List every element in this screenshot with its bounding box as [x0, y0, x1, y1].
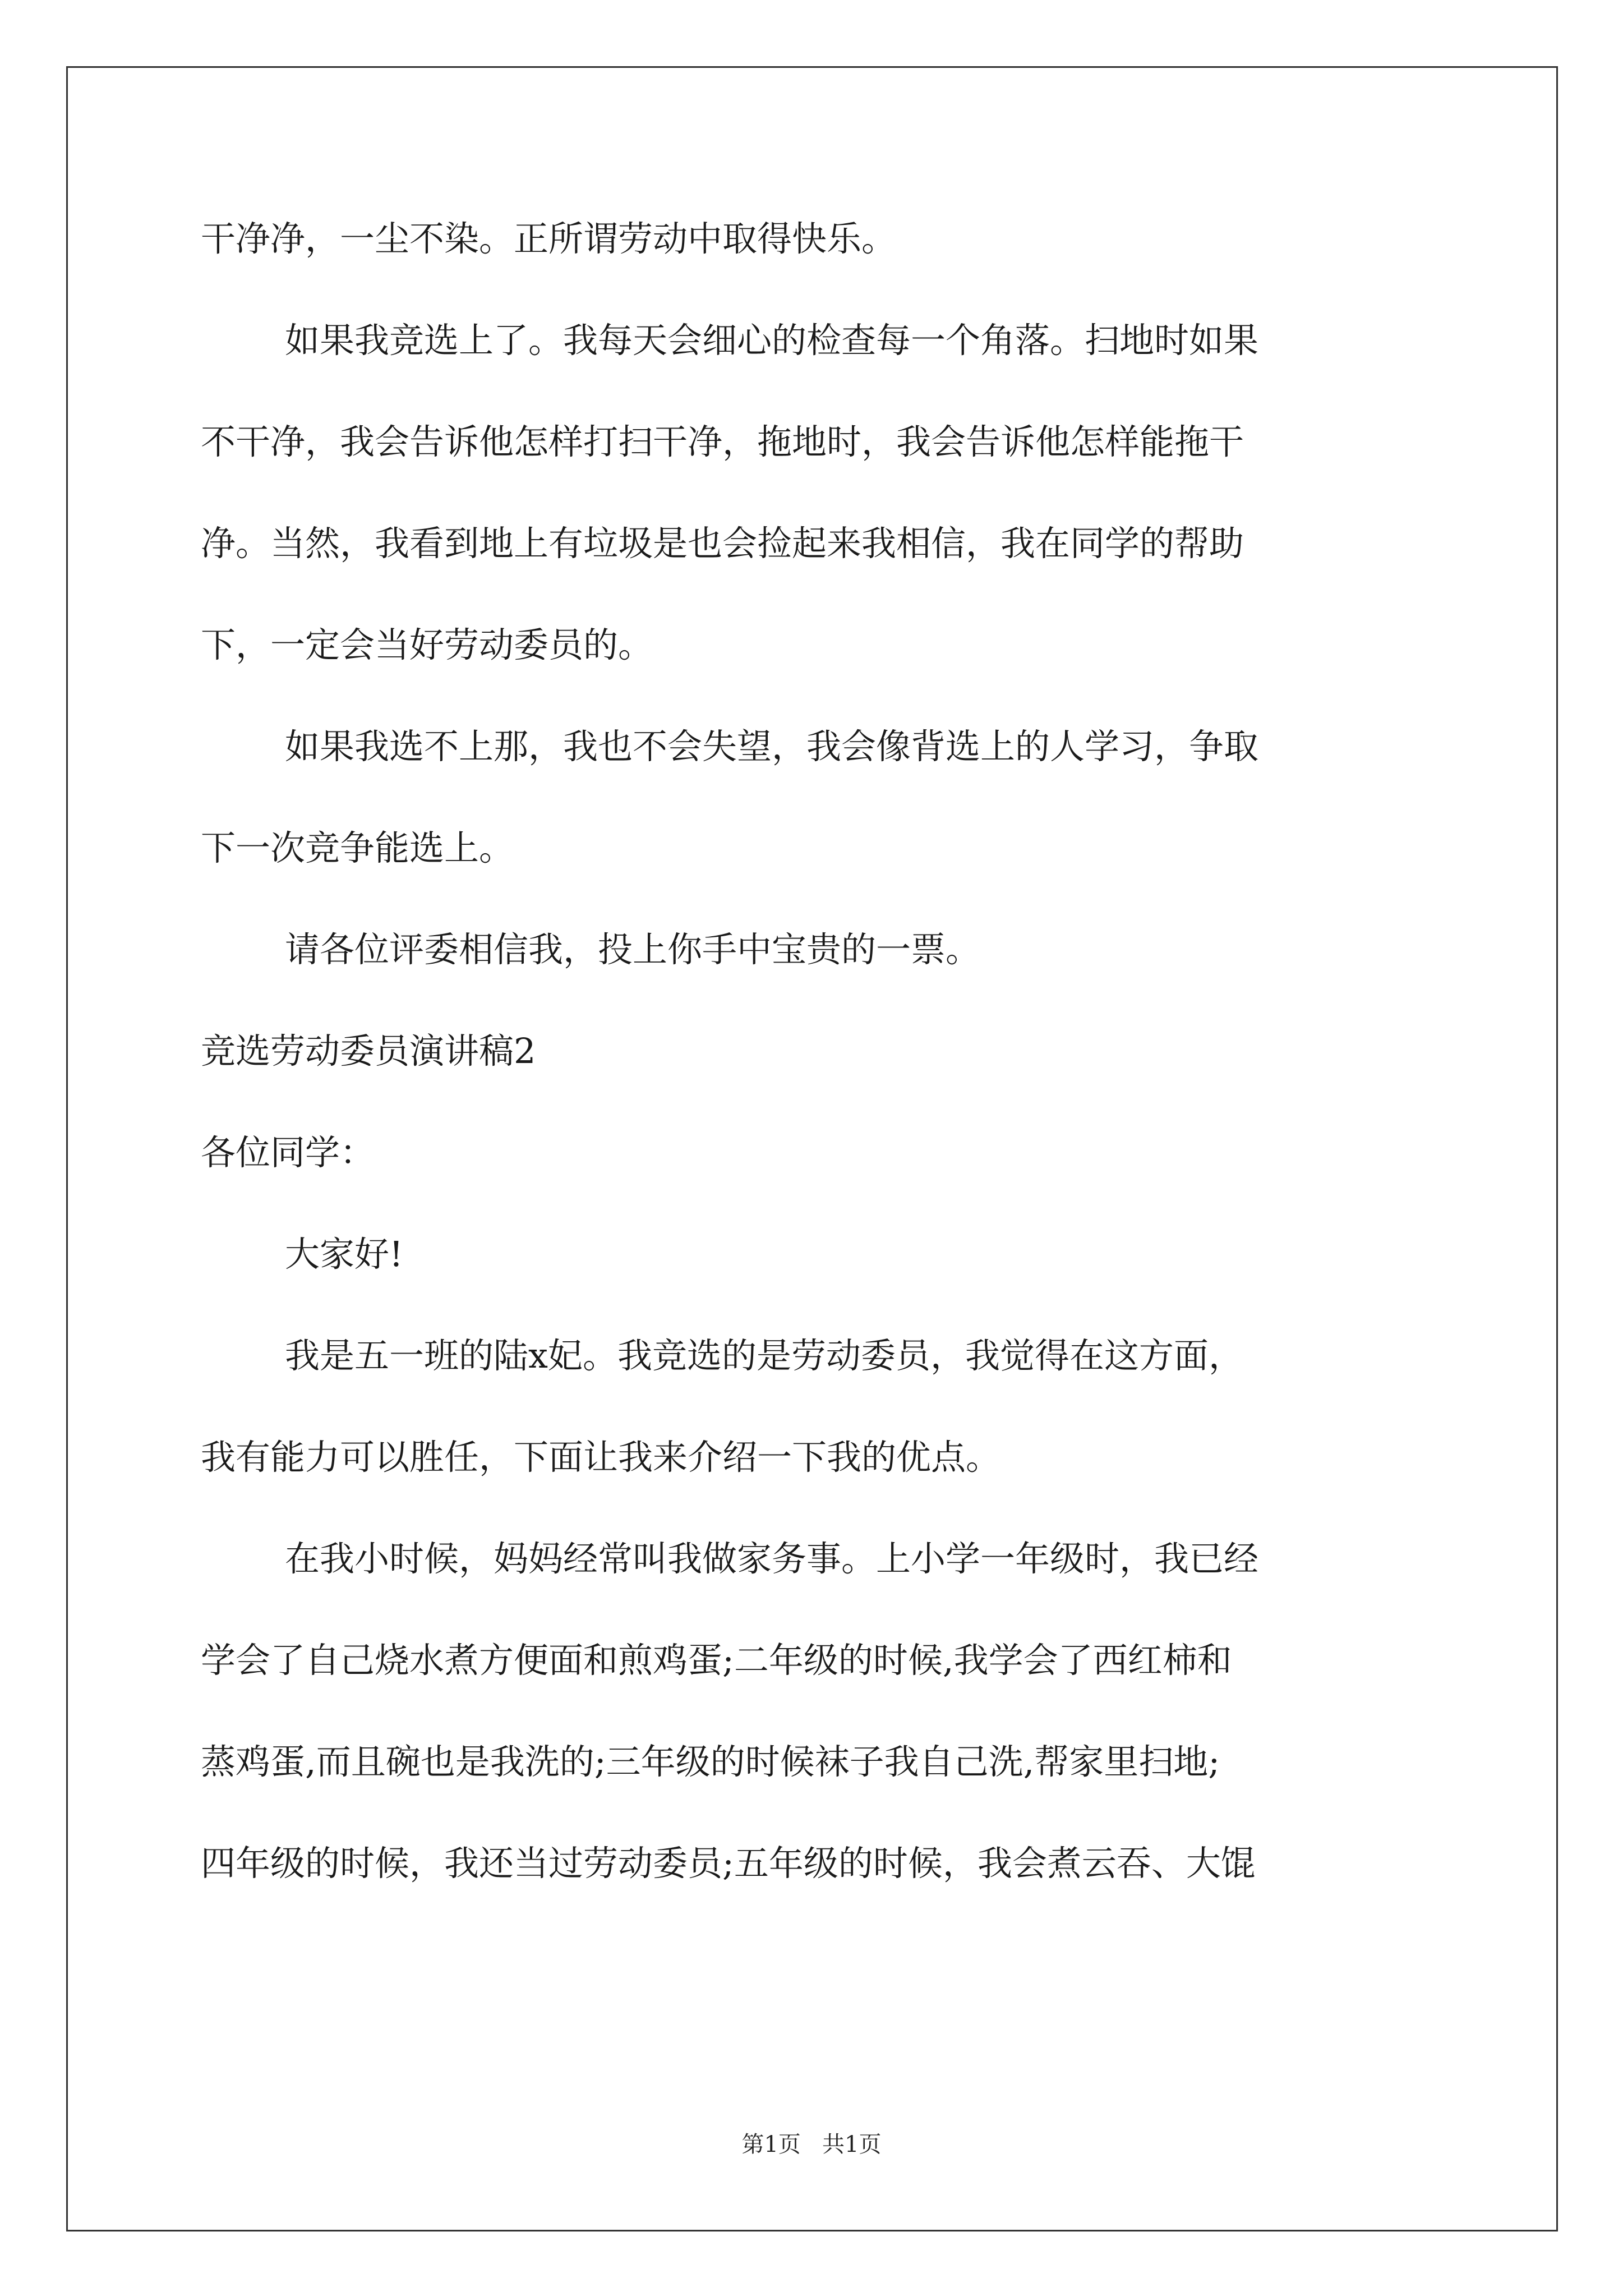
text-line: 四年级的时候，我还当过劳动委员;五年级的时候，我会煮云吞、大馄 — [201, 1843, 1256, 1884]
text-line: 大家好! — [285, 1234, 403, 1274]
text-line: 学会了自己烧水煮方便面和煎鸡蛋;二年级的时候,我学会了西红柿和 — [201, 1640, 1232, 1681]
text-line: 我是五一班的陆x妃。我竞选的是劳动委员，我觉得在这方面， — [285, 1335, 1243, 1376]
text-line: 不干净，我会告诉他怎样打扫干净，拖地时，我会告诉他怎样能拖干 — [201, 421, 1244, 462]
text-line: 我有能力可以胜任，下面让我来介绍一下我的优点。 — [201, 1437, 1001, 1478]
text-line: 如果我选不上那，我也不会失望，我会像背选上的人学习，争取 — [285, 726, 1259, 767]
text-line: 蒸鸡蛋,而且碗也是我洗的;三年级的时候袜子我自己洗,帮家里扫地; — [201, 1741, 1220, 1782]
text-line: 下，一定会当好劳动委员的。 — [201, 624, 653, 665]
page-number: 第1页 共1页 — [741, 2132, 882, 2157]
text-line: 净。当然，我看到地上有垃圾是也会捡起来我相信，我在同学的帮助 — [201, 523, 1244, 564]
page-footer — [0, 2133, 1623, 2156]
text-line: 如果我竞选上了。我每天会细心的检查每一个角落。扫地时如果 — [285, 320, 1259, 361]
text-line: 竞选劳动委员演讲稿2 — [201, 1030, 536, 1071]
text-line: 各位同学： — [201, 1132, 375, 1173]
text-line: 干净净，一尘不染。正所谓劳动中取得快乐。 — [201, 218, 897, 259]
text-line: 在我小时候，妈妈经常叫我做家务事。上小学一年级时，我已经 — [285, 1538, 1259, 1579]
text-line: 请各位评委相信我，投上你手中宝贵的一票。 — [285, 929, 981, 970]
text-line: 下一次竞争能选上。 — [201, 827, 514, 868]
